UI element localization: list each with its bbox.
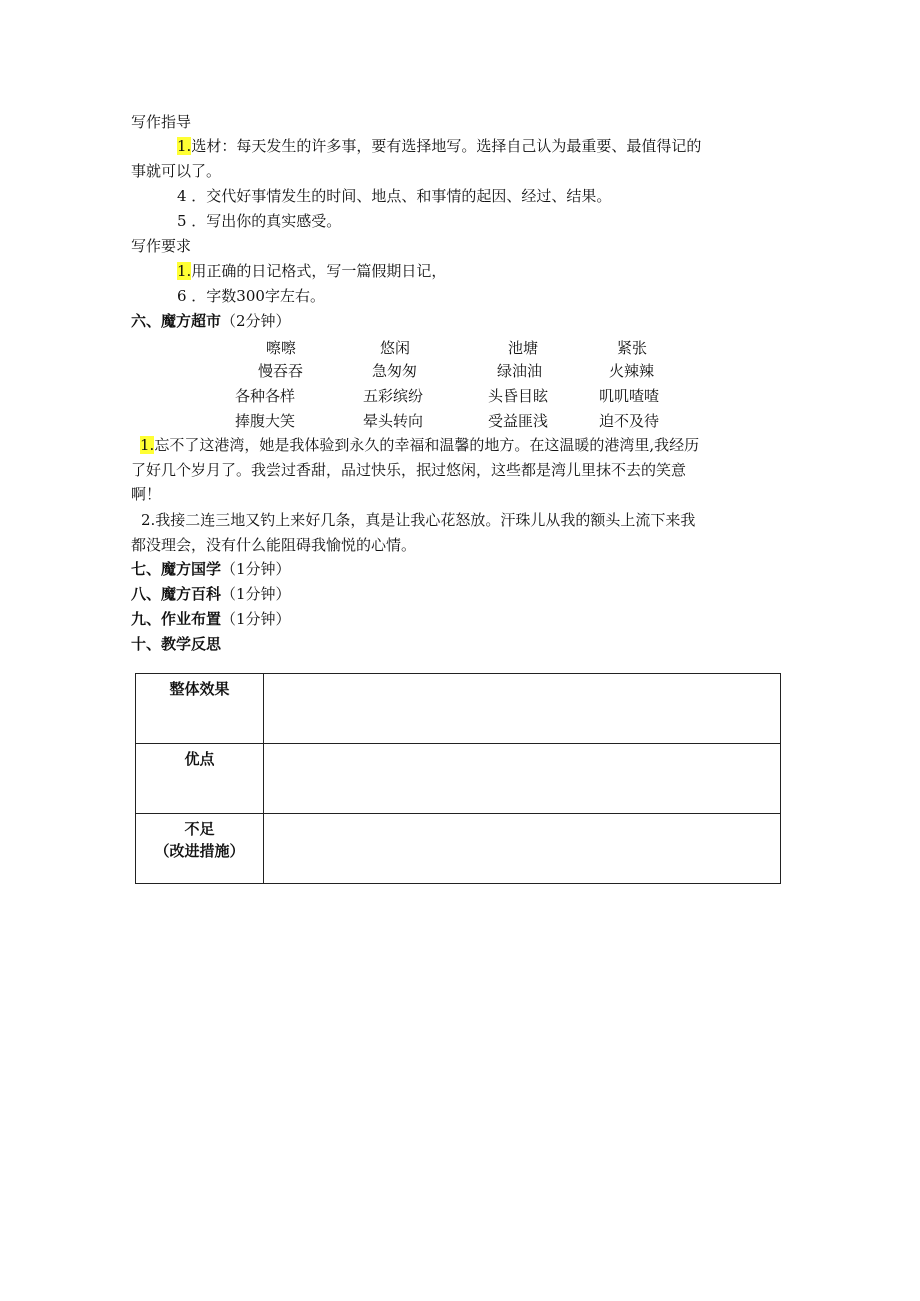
writing-guide-item-4: 4 ．交代好事情发生的时间、地点、和事情的起因、经过、结果。 (177, 187, 612, 205)
writing-guide-item-1 (177, 134, 701, 158)
example-paragraph-1-line-1 (140, 433, 699, 457)
word-item: 慢吞吞 (258, 362, 304, 380)
writing-guide-item-1-text: 选材：每天发生的许多事，要有选择地写。选择自己认为最重要、最值得记的 (191, 137, 702, 155)
section-7-heading (131, 557, 291, 581)
section-9-heading (131, 607, 291, 631)
word-item: 五彩缤纷 (363, 387, 424, 405)
word-item: 嚓嚓 (266, 339, 297, 357)
section-9-time: （1分钟） (221, 610, 291, 628)
overall-effect-label: 整体效果 (136, 674, 264, 744)
table-row (136, 744, 781, 814)
section-7-title: 七、魔方国学 (131, 560, 222, 578)
word-item: 池塘 (508, 339, 539, 357)
word-item: 各种各样 (235, 387, 296, 405)
shortcomings-label-line-1: 不足 (184, 820, 215, 838)
section-8-title: 八、魔方百科 (131, 585, 222, 603)
word-item: 叽叽喳喳 (599, 387, 660, 405)
section-6-title: 六、魔方超市 (131, 312, 222, 330)
writing-requirements-title: 写作要求 (131, 237, 192, 255)
shortcomings-cell[interactable] (264, 814, 781, 884)
strengths-cell[interactable] (264, 744, 781, 814)
word-item: 受益匪浅 (488, 412, 549, 430)
table-row (136, 674, 781, 744)
word-item: 急匆匆 (372, 362, 418, 380)
teaching-reflection-table (135, 673, 781, 884)
example-paragraph-2-line-2: 都没理会，没有什么能阻碍我愉悦的心情。 (131, 536, 417, 554)
section-10-title: 十、教学反思 (131, 635, 222, 653)
section-8-heading (131, 582, 291, 606)
item-number-highlight: 1. (177, 137, 192, 155)
word-item: 紧张 (617, 339, 648, 357)
writing-guide-item-1-continued: 事就可以了。 (131, 162, 222, 180)
section-10-heading (131, 632, 221, 656)
section-6-heading (131, 309, 291, 333)
section-9-title: 九、作业布置 (131, 610, 222, 628)
writing-guide-title: 写作指导 (131, 113, 192, 131)
word-item: 火辣辣 (609, 362, 655, 380)
table-row (136, 814, 781, 884)
word-item: 悠闲 (380, 339, 411, 357)
example-paragraph-2-line-1: 2.我接二连三地又钓上来好几条，真是让我心花怒放。汗珠儿从我的额头上流下来我 (141, 511, 696, 529)
word-item: 晕头转向 (363, 412, 424, 430)
word-item: 头昏目眩 (488, 387, 549, 405)
word-item: 迫不及待 (599, 412, 660, 430)
shortcomings-label-line-2: （改进措施） (154, 842, 245, 860)
writing-guide-item-5: 5 ．写出你的真实感受。 (177, 212, 342, 230)
example-paragraph-1-text: 忘不了这港湾，她是我体验到永久的幸福和温馨的地方。在这温暖的港湾里,我经历 (154, 436, 700, 454)
example-paragraph-1-line-3: 啊！ (131, 485, 162, 503)
section-8-time: （1分钟） (221, 585, 291, 603)
writing-requirements-item-1 (177, 259, 446, 283)
section-6-time: （2分钟） (221, 312, 291, 330)
item-number-highlight: 1. (140, 436, 155, 454)
item-number-highlight: 1. (177, 262, 192, 280)
writing-requirements-item-1-text: 用正确的日记格式，写一篇假期日记， (191, 262, 447, 280)
section-7-time: （1分钟） (221, 560, 291, 578)
writing-requirements-item-6: 6 ．字数300字左右。 (177, 287, 325, 305)
word-item: 绿油油 (497, 362, 543, 380)
shortcomings-label (136, 814, 264, 884)
overall-effect-cell[interactable] (264, 674, 781, 744)
word-item: 捧腹大笑 (235, 412, 296, 430)
example-paragraph-1-line-2: 了好几个岁月了。我尝过香甜，品过快乐，抿过悠闲，这些都是湾儿里抹不去的笑意 (131, 461, 687, 479)
strengths-label: 优点 (136, 744, 264, 814)
